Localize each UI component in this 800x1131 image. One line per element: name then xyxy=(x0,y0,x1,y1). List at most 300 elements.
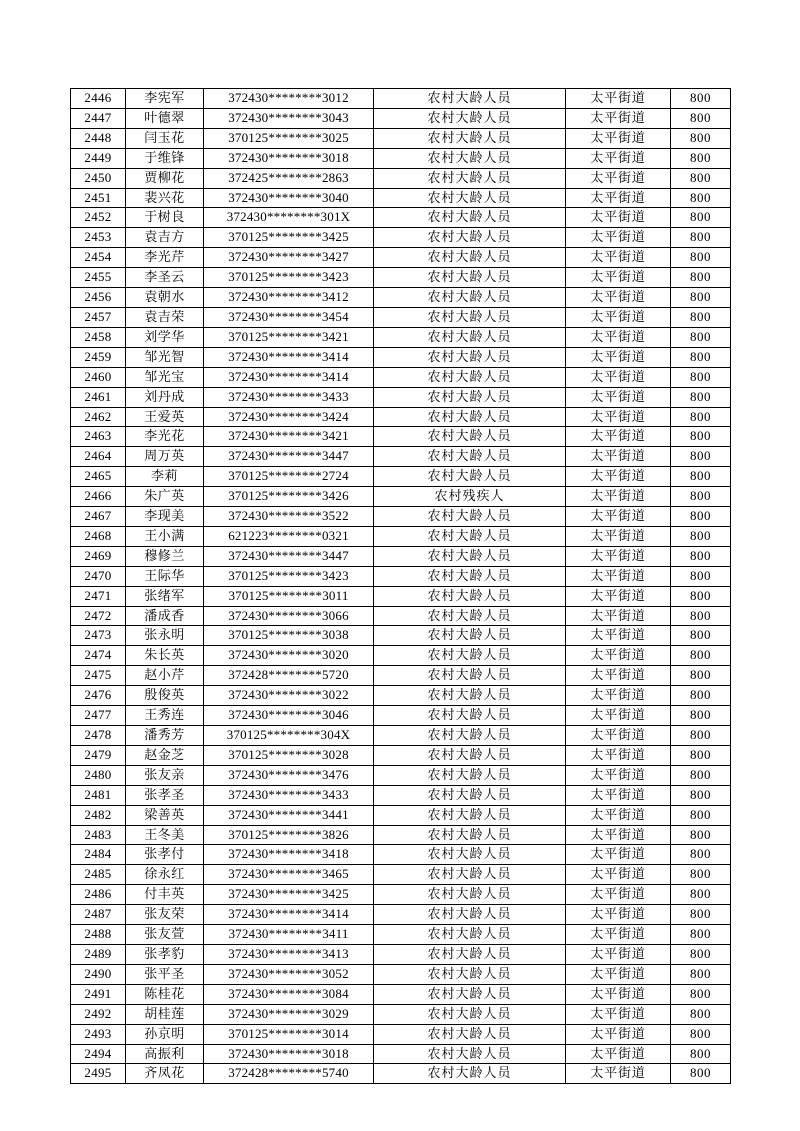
cell-subdistrict: 太平街道 xyxy=(566,666,671,686)
cell-category: 农村大龄人员 xyxy=(374,546,566,566)
cell-amount: 800 xyxy=(671,686,731,706)
cell-sequence-number: 2489 xyxy=(71,944,126,964)
cell-subdistrict: 太平街道 xyxy=(566,148,671,168)
cell-subdistrict: 太平街道 xyxy=(566,367,671,387)
cell-amount: 800 xyxy=(671,108,731,128)
table-row xyxy=(71,507,731,527)
cell-amount: 800 xyxy=(671,347,731,367)
cell-category: 农村大龄人员 xyxy=(374,507,566,527)
cell-category: 农村大龄人员 xyxy=(374,427,566,447)
cell-id-card-number: 372430********3018 xyxy=(204,148,374,168)
table-row xyxy=(71,666,731,686)
cell-sequence-number: 2452 xyxy=(71,208,126,228)
cell-amount: 800 xyxy=(671,427,731,447)
cell-sequence-number: 2458 xyxy=(71,327,126,347)
table-row xyxy=(71,845,731,865)
cell-id-card-number: 372430********3522 xyxy=(204,507,374,527)
table-row xyxy=(71,785,731,805)
cell-amount: 800 xyxy=(671,467,731,487)
cell-amount: 800 xyxy=(671,706,731,726)
cell-category: 农村大龄人员 xyxy=(374,327,566,347)
cell-category: 农村大龄人员 xyxy=(374,89,566,109)
cell-sequence-number: 2462 xyxy=(71,407,126,427)
cell-sequence-number: 2472 xyxy=(71,606,126,626)
cell-person-name: 张孝豹 xyxy=(126,944,204,964)
cell-person-name: 王爱英 xyxy=(126,407,204,427)
cell-category: 农村大龄人员 xyxy=(374,905,566,925)
cell-subdistrict: 太平街道 xyxy=(566,347,671,367)
table-row xyxy=(71,307,731,327)
table-row xyxy=(71,686,731,706)
cell-id-card-number: 372430********3029 xyxy=(204,1004,374,1024)
table-row xyxy=(71,944,731,964)
table-row xyxy=(71,925,731,945)
cell-sequence-number: 2447 xyxy=(71,108,126,128)
cell-category: 农村大龄人员 xyxy=(374,885,566,905)
table-row xyxy=(71,626,731,646)
cell-subdistrict: 太平街道 xyxy=(566,825,671,845)
cell-subdistrict: 太平街道 xyxy=(566,427,671,447)
cell-sequence-number: 2448 xyxy=(71,128,126,148)
cell-amount: 800 xyxy=(671,208,731,228)
table-row xyxy=(71,905,731,925)
cell-sequence-number: 2464 xyxy=(71,447,126,467)
cell-id-card-number: 372430********3066 xyxy=(204,606,374,626)
table-row xyxy=(71,606,731,626)
cell-id-card-number: 370125********3425 xyxy=(204,228,374,248)
cell-person-name: 梁善英 xyxy=(126,805,204,825)
cell-subdistrict: 太平街道 xyxy=(566,626,671,646)
cell-sequence-number: 2492 xyxy=(71,1004,126,1024)
table-row xyxy=(71,546,731,566)
cell-category: 农村大龄人员 xyxy=(374,188,566,208)
cell-sequence-number: 2474 xyxy=(71,646,126,666)
cell-subdistrict: 太平街道 xyxy=(566,108,671,128)
cell-amount: 800 xyxy=(671,168,731,188)
cell-subdistrict: 太平街道 xyxy=(566,765,671,785)
cell-subdistrict: 太平街道 xyxy=(566,89,671,109)
cell-category: 农村大龄人员 xyxy=(374,447,566,467)
cell-subdistrict: 太平街道 xyxy=(566,865,671,885)
cell-amount: 800 xyxy=(671,1064,731,1084)
cell-sequence-number: 2454 xyxy=(71,248,126,268)
cell-amount: 800 xyxy=(671,367,731,387)
cell-person-name: 王际华 xyxy=(126,566,204,586)
cell-subdistrict: 太平街道 xyxy=(566,785,671,805)
cell-sequence-number: 2450 xyxy=(71,168,126,188)
cell-category: 农村大龄人员 xyxy=(374,128,566,148)
cell-subdistrict: 太平街道 xyxy=(566,944,671,964)
cell-person-name: 于树良 xyxy=(126,208,204,228)
cell-id-card-number: 372430********3441 xyxy=(204,805,374,825)
cell-id-card-number: 372430********3040 xyxy=(204,188,374,208)
cell-sequence-number: 2469 xyxy=(71,546,126,566)
cell-id-card-number: 370125********2724 xyxy=(204,467,374,487)
cell-subdistrict: 太平街道 xyxy=(566,248,671,268)
table-row xyxy=(71,885,731,905)
cell-sequence-number: 2483 xyxy=(71,825,126,845)
cell-amount: 800 xyxy=(671,745,731,765)
cell-category: 农村大龄人员 xyxy=(374,1064,566,1084)
cell-person-name: 李圣云 xyxy=(126,268,204,288)
cell-sequence-number: 2451 xyxy=(71,188,126,208)
cell-id-card-number: 370125********3038 xyxy=(204,626,374,646)
table-row xyxy=(71,1024,731,1044)
cell-category: 农村大龄人员 xyxy=(374,785,566,805)
cell-id-card-number: 372430********3433 xyxy=(204,387,374,407)
cell-amount: 800 xyxy=(671,944,731,964)
table-row xyxy=(71,1064,731,1084)
cell-sequence-number: 2468 xyxy=(71,526,126,546)
table-row xyxy=(71,248,731,268)
cell-id-card-number: 372430********3043 xyxy=(204,108,374,128)
cell-person-name: 李光芹 xyxy=(126,248,204,268)
cell-person-name: 张友亲 xyxy=(126,765,204,785)
cell-sequence-number: 2482 xyxy=(71,805,126,825)
cell-amount: 800 xyxy=(671,785,731,805)
cell-id-card-number: 370125********3014 xyxy=(204,1024,374,1044)
cell-subdistrict: 太平街道 xyxy=(566,805,671,825)
cell-category: 农村大龄人员 xyxy=(374,1024,566,1044)
cell-person-name: 李莉 xyxy=(126,467,204,487)
cell-person-name: 朱广英 xyxy=(126,487,204,507)
cell-subdistrict: 太平街道 xyxy=(566,726,671,746)
cell-subdistrict: 太平街道 xyxy=(566,925,671,945)
cell-person-name: 付丰英 xyxy=(126,885,204,905)
cell-subdistrict: 太平街道 xyxy=(566,507,671,527)
table-row xyxy=(71,1044,731,1064)
cell-sequence-number: 2491 xyxy=(71,984,126,1004)
cell-id-card-number: 372428********5740 xyxy=(204,1064,374,1084)
cell-amount: 800 xyxy=(671,646,731,666)
cell-id-card-number: 372430********3447 xyxy=(204,546,374,566)
cell-id-card-number: 372430********3424 xyxy=(204,407,374,427)
cell-person-name: 张孝圣 xyxy=(126,785,204,805)
cell-sequence-number: 2480 xyxy=(71,765,126,785)
table-row xyxy=(71,566,731,586)
cell-person-name: 贾柳花 xyxy=(126,168,204,188)
cell-id-card-number: 372430********3084 xyxy=(204,984,374,1004)
cell-amount: 800 xyxy=(671,228,731,248)
cell-subdistrict: 太平街道 xyxy=(566,606,671,626)
cell-sequence-number: 2465 xyxy=(71,467,126,487)
cell-person-name: 赵小芹 xyxy=(126,666,204,686)
cell-amount: 800 xyxy=(671,307,731,327)
cell-category: 农村大龄人员 xyxy=(374,526,566,546)
cell-amount: 800 xyxy=(671,387,731,407)
table-row xyxy=(71,526,731,546)
table-row xyxy=(71,208,731,228)
cell-sequence-number: 2473 xyxy=(71,626,126,646)
cell-sequence-number: 2481 xyxy=(71,785,126,805)
cell-subdistrict: 太平街道 xyxy=(566,745,671,765)
cell-sequence-number: 2446 xyxy=(71,89,126,109)
cell-id-card-number: 372430********3427 xyxy=(204,248,374,268)
cell-category: 农村大龄人员 xyxy=(374,925,566,945)
cell-sequence-number: 2490 xyxy=(71,964,126,984)
cell-subdistrict: 太平街道 xyxy=(566,1004,671,1024)
table-row xyxy=(71,487,731,507)
cell-amount: 800 xyxy=(671,188,731,208)
cell-category: 农村大龄人员 xyxy=(374,646,566,666)
table-row xyxy=(71,1004,731,1024)
cell-amount: 800 xyxy=(671,1044,731,1064)
cell-category: 农村大龄人员 xyxy=(374,387,566,407)
table-row xyxy=(71,168,731,188)
cell-person-name: 王小满 xyxy=(126,526,204,546)
cell-subdistrict: 太平街道 xyxy=(566,566,671,586)
cell-id-card-number: 372430********3447 xyxy=(204,447,374,467)
cell-amount: 800 xyxy=(671,984,731,1004)
cell-subdistrict: 太平街道 xyxy=(566,1024,671,1044)
cell-sequence-number: 2475 xyxy=(71,666,126,686)
cell-person-name: 张平圣 xyxy=(126,964,204,984)
cell-subdistrict: 太平街道 xyxy=(566,646,671,666)
cell-amount: 800 xyxy=(671,805,731,825)
cell-subdistrict: 太平街道 xyxy=(566,407,671,427)
cell-category: 农村大龄人员 xyxy=(374,1004,566,1024)
cell-id-card-number: 372430********3022 xyxy=(204,686,374,706)
cell-subdistrict: 太平街道 xyxy=(566,268,671,288)
cell-sequence-number: 2457 xyxy=(71,307,126,327)
cell-subdistrict: 太平街道 xyxy=(566,885,671,905)
cell-amount: 800 xyxy=(671,726,731,746)
cell-person-name: 刘丹成 xyxy=(126,387,204,407)
roster-table-container xyxy=(70,88,730,1084)
cell-person-name: 潘秀芳 xyxy=(126,726,204,746)
cell-id-card-number: 372430********3052 xyxy=(204,964,374,984)
table-row xyxy=(71,188,731,208)
cell-sequence-number: 2453 xyxy=(71,228,126,248)
cell-sequence-number: 2479 xyxy=(71,745,126,765)
cell-person-name: 潘成香 xyxy=(126,606,204,626)
cell-id-card-number: 372430********3414 xyxy=(204,347,374,367)
cell-amount: 800 xyxy=(671,566,731,586)
cell-amount: 800 xyxy=(671,148,731,168)
cell-person-name: 邹光智 xyxy=(126,347,204,367)
roster-table xyxy=(70,88,731,1084)
cell-person-name: 于维锋 xyxy=(126,148,204,168)
cell-sequence-number: 2495 xyxy=(71,1064,126,1084)
cell-category: 农村大龄人员 xyxy=(374,706,566,726)
table-row xyxy=(71,825,731,845)
cell-amount: 800 xyxy=(671,546,731,566)
cell-person-name: 袁吉方 xyxy=(126,228,204,248)
table-row xyxy=(71,646,731,666)
cell-sequence-number: 2486 xyxy=(71,885,126,905)
cell-id-card-number: 370125********3423 xyxy=(204,268,374,288)
table-row xyxy=(71,765,731,785)
cell-id-card-number: 372430********3433 xyxy=(204,785,374,805)
cell-sequence-number: 2471 xyxy=(71,586,126,606)
cell-id-card-number: 372430********3411 xyxy=(204,925,374,945)
cell-subdistrict: 太平街道 xyxy=(566,128,671,148)
cell-person-name: 高振利 xyxy=(126,1044,204,1064)
cell-amount: 800 xyxy=(671,89,731,109)
cell-subdistrict: 太平街道 xyxy=(566,706,671,726)
cell-sequence-number: 2463 xyxy=(71,427,126,447)
cell-amount: 800 xyxy=(671,407,731,427)
cell-person-name: 袁朝水 xyxy=(126,288,204,308)
cell-amount: 800 xyxy=(671,845,731,865)
cell-person-name: 张友萱 xyxy=(126,925,204,945)
cell-category: 农村大龄人员 xyxy=(374,168,566,188)
table-row xyxy=(71,268,731,288)
cell-person-name: 徐永红 xyxy=(126,865,204,885)
cell-subdistrict: 太平街道 xyxy=(566,1064,671,1084)
cell-amount: 800 xyxy=(671,666,731,686)
cell-category: 农村大龄人员 xyxy=(374,467,566,487)
cell-person-name: 陈桂花 xyxy=(126,984,204,1004)
cell-amount: 800 xyxy=(671,925,731,945)
cell-category: 农村大龄人员 xyxy=(374,108,566,128)
cell-sequence-number: 2460 xyxy=(71,367,126,387)
cell-category: 农村大龄人员 xyxy=(374,865,566,885)
cell-person-name: 王冬美 xyxy=(126,825,204,845)
cell-id-card-number: 372430********3418 xyxy=(204,845,374,865)
cell-amount: 800 xyxy=(671,128,731,148)
cell-sequence-number: 2476 xyxy=(71,686,126,706)
cell-amount: 800 xyxy=(671,825,731,845)
cell-category: 农村大龄人员 xyxy=(374,606,566,626)
table-row xyxy=(71,805,731,825)
cell-id-card-number: 370125********3028 xyxy=(204,745,374,765)
cell-category: 农村大龄人员 xyxy=(374,726,566,746)
cell-person-name: 齐凤花 xyxy=(126,1064,204,1084)
cell-subdistrict: 太平街道 xyxy=(566,228,671,248)
cell-category: 农村大龄人员 xyxy=(374,666,566,686)
cell-subdistrict: 太平街道 xyxy=(566,188,671,208)
cell-person-name: 胡桂莲 xyxy=(126,1004,204,1024)
cell-person-name: 周万英 xyxy=(126,447,204,467)
cell-id-card-number: 370125********3426 xyxy=(204,487,374,507)
cell-subdistrict: 太平街道 xyxy=(566,546,671,566)
cell-id-card-number: 370125********3423 xyxy=(204,566,374,586)
cell-sequence-number: 2484 xyxy=(71,845,126,865)
cell-person-name: 闫玉花 xyxy=(126,128,204,148)
cell-person-name: 叶德翠 xyxy=(126,108,204,128)
cell-id-card-number: 372430********301X xyxy=(204,208,374,228)
cell-id-card-number: 370125********304X xyxy=(204,726,374,746)
cell-subdistrict: 太平街道 xyxy=(566,686,671,706)
cell-person-name: 李现美 xyxy=(126,507,204,527)
table-row xyxy=(71,327,731,347)
cell-category: 农村大龄人员 xyxy=(374,248,566,268)
cell-sequence-number: 2466 xyxy=(71,487,126,507)
cell-subdistrict: 太平街道 xyxy=(566,526,671,546)
cell-person-name: 张孝付 xyxy=(126,845,204,865)
cell-id-card-number: 621223********0321 xyxy=(204,526,374,546)
cell-person-name: 孙京明 xyxy=(126,1024,204,1044)
cell-id-card-number: 372430********3020 xyxy=(204,646,374,666)
cell-category: 农村大龄人员 xyxy=(374,805,566,825)
cell-category: 农村大龄人员 xyxy=(374,944,566,964)
cell-amount: 800 xyxy=(671,248,731,268)
cell-category: 农村大龄人员 xyxy=(374,367,566,387)
cell-id-card-number: 372430********3425 xyxy=(204,885,374,905)
cell-subdistrict: 太平街道 xyxy=(566,984,671,1004)
cell-amount: 800 xyxy=(671,507,731,527)
cell-category: 农村大龄人员 xyxy=(374,765,566,785)
cell-amount: 800 xyxy=(671,487,731,507)
cell-sequence-number: 2493 xyxy=(71,1024,126,1044)
cell-id-card-number: 372430********3414 xyxy=(204,905,374,925)
roster-table-body xyxy=(71,89,731,1084)
cell-subdistrict: 太平街道 xyxy=(566,168,671,188)
table-row xyxy=(71,586,731,606)
cell-id-card-number: 372430********3413 xyxy=(204,944,374,964)
cell-person-name: 刘学华 xyxy=(126,327,204,347)
table-row xyxy=(71,89,731,109)
cell-amount: 800 xyxy=(671,885,731,905)
cell-person-name: 王秀连 xyxy=(126,706,204,726)
cell-category: 农村大龄人员 xyxy=(374,845,566,865)
cell-subdistrict: 太平街道 xyxy=(566,327,671,347)
cell-subdistrict: 太平街道 xyxy=(566,1044,671,1064)
cell-sequence-number: 2470 xyxy=(71,566,126,586)
cell-sequence-number: 2459 xyxy=(71,347,126,367)
cell-id-card-number: 372430********3414 xyxy=(204,367,374,387)
cell-id-card-number: 372430********3046 xyxy=(204,706,374,726)
table-row xyxy=(71,288,731,308)
cell-subdistrict: 太平街道 xyxy=(566,208,671,228)
cell-category: 农村大龄人员 xyxy=(374,1044,566,1064)
cell-category: 农村大龄人员 xyxy=(374,964,566,984)
cell-category: 农村大龄人员 xyxy=(374,586,566,606)
cell-sequence-number: 2456 xyxy=(71,288,126,308)
table-row xyxy=(71,745,731,765)
cell-person-name: 赵金芝 xyxy=(126,745,204,765)
cell-person-name: 袁吉荣 xyxy=(126,307,204,327)
cell-person-name: 李宪军 xyxy=(126,89,204,109)
cell-sequence-number: 2455 xyxy=(71,268,126,288)
cell-id-card-number: 370125********3025 xyxy=(204,128,374,148)
cell-category: 农村大龄人员 xyxy=(374,407,566,427)
cell-id-card-number: 372428********5720 xyxy=(204,666,374,686)
cell-subdistrict: 太平街道 xyxy=(566,307,671,327)
cell-category: 农村大龄人员 xyxy=(374,307,566,327)
table-row xyxy=(71,706,731,726)
table-row xyxy=(71,964,731,984)
cell-amount: 800 xyxy=(671,327,731,347)
cell-sequence-number: 2494 xyxy=(71,1044,126,1064)
cell-sequence-number: 2449 xyxy=(71,148,126,168)
cell-amount: 800 xyxy=(671,1024,731,1044)
cell-person-name: 张永明 xyxy=(126,626,204,646)
cell-amount: 800 xyxy=(671,1004,731,1024)
table-row xyxy=(71,108,731,128)
cell-person-name: 殷俊英 xyxy=(126,686,204,706)
table-row xyxy=(71,148,731,168)
cell-subdistrict: 太平街道 xyxy=(566,845,671,865)
cell-id-card-number: 372430********3465 xyxy=(204,865,374,885)
cell-category: 农村大龄人员 xyxy=(374,825,566,845)
cell-amount: 800 xyxy=(671,526,731,546)
cell-subdistrict: 太平街道 xyxy=(566,586,671,606)
cell-subdistrict: 太平街道 xyxy=(566,487,671,507)
cell-id-card-number: 372430********3412 xyxy=(204,288,374,308)
cell-subdistrict: 太平街道 xyxy=(566,905,671,925)
cell-category: 农村残疾人 xyxy=(374,487,566,507)
cell-id-card-number: 372430********3476 xyxy=(204,765,374,785)
cell-sequence-number: 2488 xyxy=(71,925,126,945)
table-row xyxy=(71,367,731,387)
cell-amount: 800 xyxy=(671,865,731,885)
table-row xyxy=(71,726,731,746)
cell-person-name: 穆修兰 xyxy=(126,546,204,566)
cell-id-card-number: 372430********3012 xyxy=(204,89,374,109)
cell-id-card-number: 370125********3826 xyxy=(204,825,374,845)
